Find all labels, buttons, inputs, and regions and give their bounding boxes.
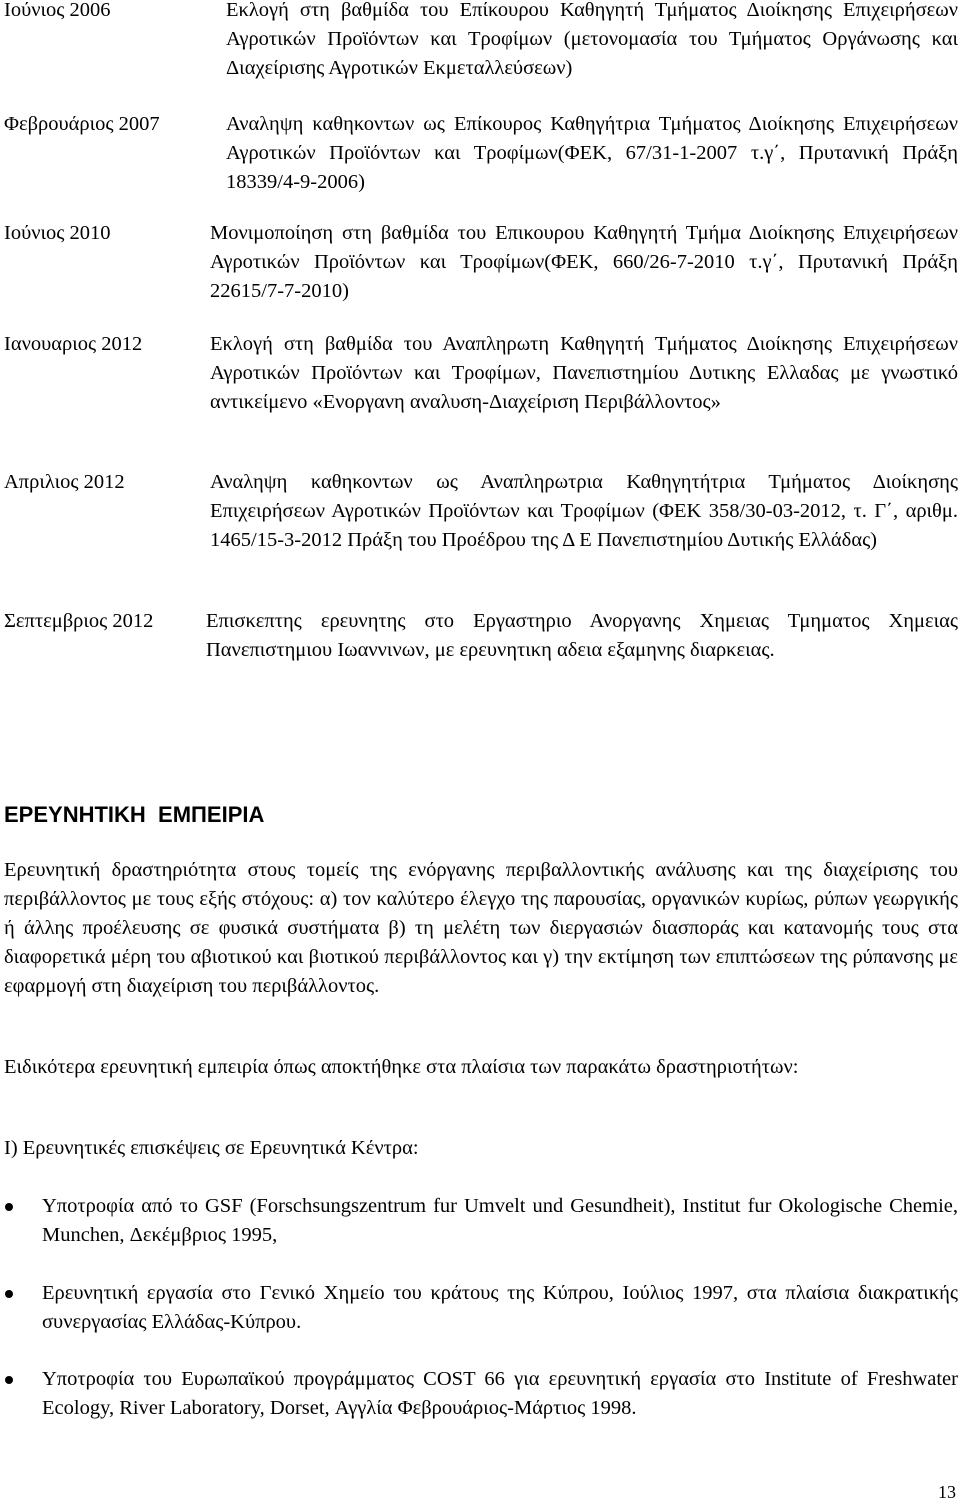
entry-date: Φεβρουάριος 2007: [4, 113, 160, 135]
entry-date: Ιούνιος 2006: [4, 0, 111, 21]
entry-date: Απριλιος 2012: [4, 471, 125, 493]
entry-description: Αναληψη καθηκοντων ως Επίκουρος Καθηγήτρια Τμήματος Διοίκησης Επιχειρήσεων Αγροτικών Προϊόντων και Τροφίμων(ΦΕΚ, 67/31-1-2007 τ.γ΄, Πρυτανική Πράξη 18339/4-9-2006): [226, 113, 958, 193]
list-item: [0, 1279, 958, 1337]
page-number: 13: [938, 1482, 956, 1502]
visits-list: [0, 1192, 958, 1452]
research-intro-paragraph: Ερευνητική δραστηριότητα στους τομείς της ενόργανης περιβαλλοντικής ανάλυσης και της διαχείρισης του περιβάλλοντος με τους εξής στόχους: α) τον καλύτερο έλεγχο της παρουσίας, οργανικών κυρίως, ρύπων γεωργικής ή άλλης προέλευσης σε φυσικά συστήματα β) τη μελέτη των διεργασιών διασποράς και κατανομής τους στα διαφορετικά μέρη του αβιοτικού και βιοτικού περιβάλλοντος και γ) την εκτίμηση των επιπτώσεων της ρύπανσης με εφαρμογή στη διαχείριση του περιβάλλοντος.: [4, 859, 958, 997]
subheading: Ι) Ερευνητικές επισκέψεις σε Ερευνητικά Κέντρα:: [4, 1137, 419, 1159]
entry-description: Εκλογή στη βαθμίδα του Επίκουρου Καθηγητή Τμήματος Διοίκησης Επιχειρήσεων Αγροτικών Προϊόντων και Τροφίμων (μετονομασία του Τμήματος Οργάνωσης και Διαχείρισης Αγροτικών Εκμεταλλεύσεων): [226, 0, 958, 79]
entry-description: Επισκεπτης ερευνητης στο Εργαστηριο Ανοργανης Χημειας Τμηματος Χημειας Πανεπιστημιου Ιωαννινων, με ερευνητικη αδεια εξαμηνης διαρκειας.: [206, 610, 958, 661]
entry-date: Ιούνιος 2010: [4, 222, 111, 244]
entry-description: Εκλογή στη βαθμίδα του Αναπληρωτη Καθηγητή Τμήματος Διοίκησης Επιχειρήσεων Αγροτικών Προϊόντων και Τροφίμων, Πανεπιστημίου Δυτικης Ελλαδας με γνωστικό αντικείμενο «Ενοργανη αναλυση-Διαχείριση Περιβάλλοντος»: [210, 333, 958, 413]
entry-description: Μονιμοποίηση στη βαθμίδα του Επικουρου Καθηγητή Τμήμα Διοίκησης Επιχειρήσεων Αγροτικών Προϊόντων και Τροφίμων(ΦΕΚ, 660/26-7-2010 τ.γ΄, Πρυτανική Πράξη 22615/7-7-2010): [210, 222, 958, 302]
list-item: [0, 1192, 958, 1250]
specifically-paragraph: Ειδικότερα ερευνητική εμπειρία όπως αποκτήθηκε στα πλαίσια των παρακάτω δραστηριοτήτων:: [4, 1056, 799, 1078]
entry-date: Ιανουαριος 2012: [4, 333, 143, 355]
entry-description: Αναληψη καθηκοντων ως Αναπληρωτρια Καθηγητήτρια Τμήματος Διοίκησης Επιχειρήσεων Αγροτικών Προϊόντων και Τροφίμων (ΦΕΚ 358/30-03-2012, τ. Γ΄, αριθμ. 1465/15-3-2012 Πράξη του Προέδρου της Δ Ε Πανεπιστημίου Δυτικής Ελλάδας): [210, 471, 958, 551]
list-item: [0, 1365, 958, 1423]
list-item-text: Υποτροφία από το GSF (Forschsungszentrum fur Umvelt und Gesundheit), Institut fur Okologische Chemie, Munchen, Δεκέμβριος 1995,: [42, 1195, 958, 1246]
list-item-text: Υποτροφία του Ευρωπαϊκού προγράμματος COST 66 για ερευνητική εργασία στο Institute of Freshwater Ecology, River Laboratory, Dorset, Αγγλία Φεβρουάριος-Μάρτιος 1998.: [42, 1368, 958, 1419]
section-heading: ΕΡΕΥΝΗΤΙΚΗ ΕΜΠΕΙΡΙΑ: [4, 802, 265, 827]
bullet-icon: [5, 1203, 13, 1211]
bullet-icon: [5, 1290, 13, 1298]
entry-date: Σεπτεμβριος 2012: [4, 610, 154, 632]
list-item-text: Ερευνητική εργασία στο Γενικό Χημείο του κράτους της Κύπρου, Ιούλιος 1997, στα πλαίσια διακρατικής συνεργασίας Ελλάδας-Κύπρου.: [42, 1282, 958, 1333]
bullet-icon: [5, 1376, 13, 1384]
